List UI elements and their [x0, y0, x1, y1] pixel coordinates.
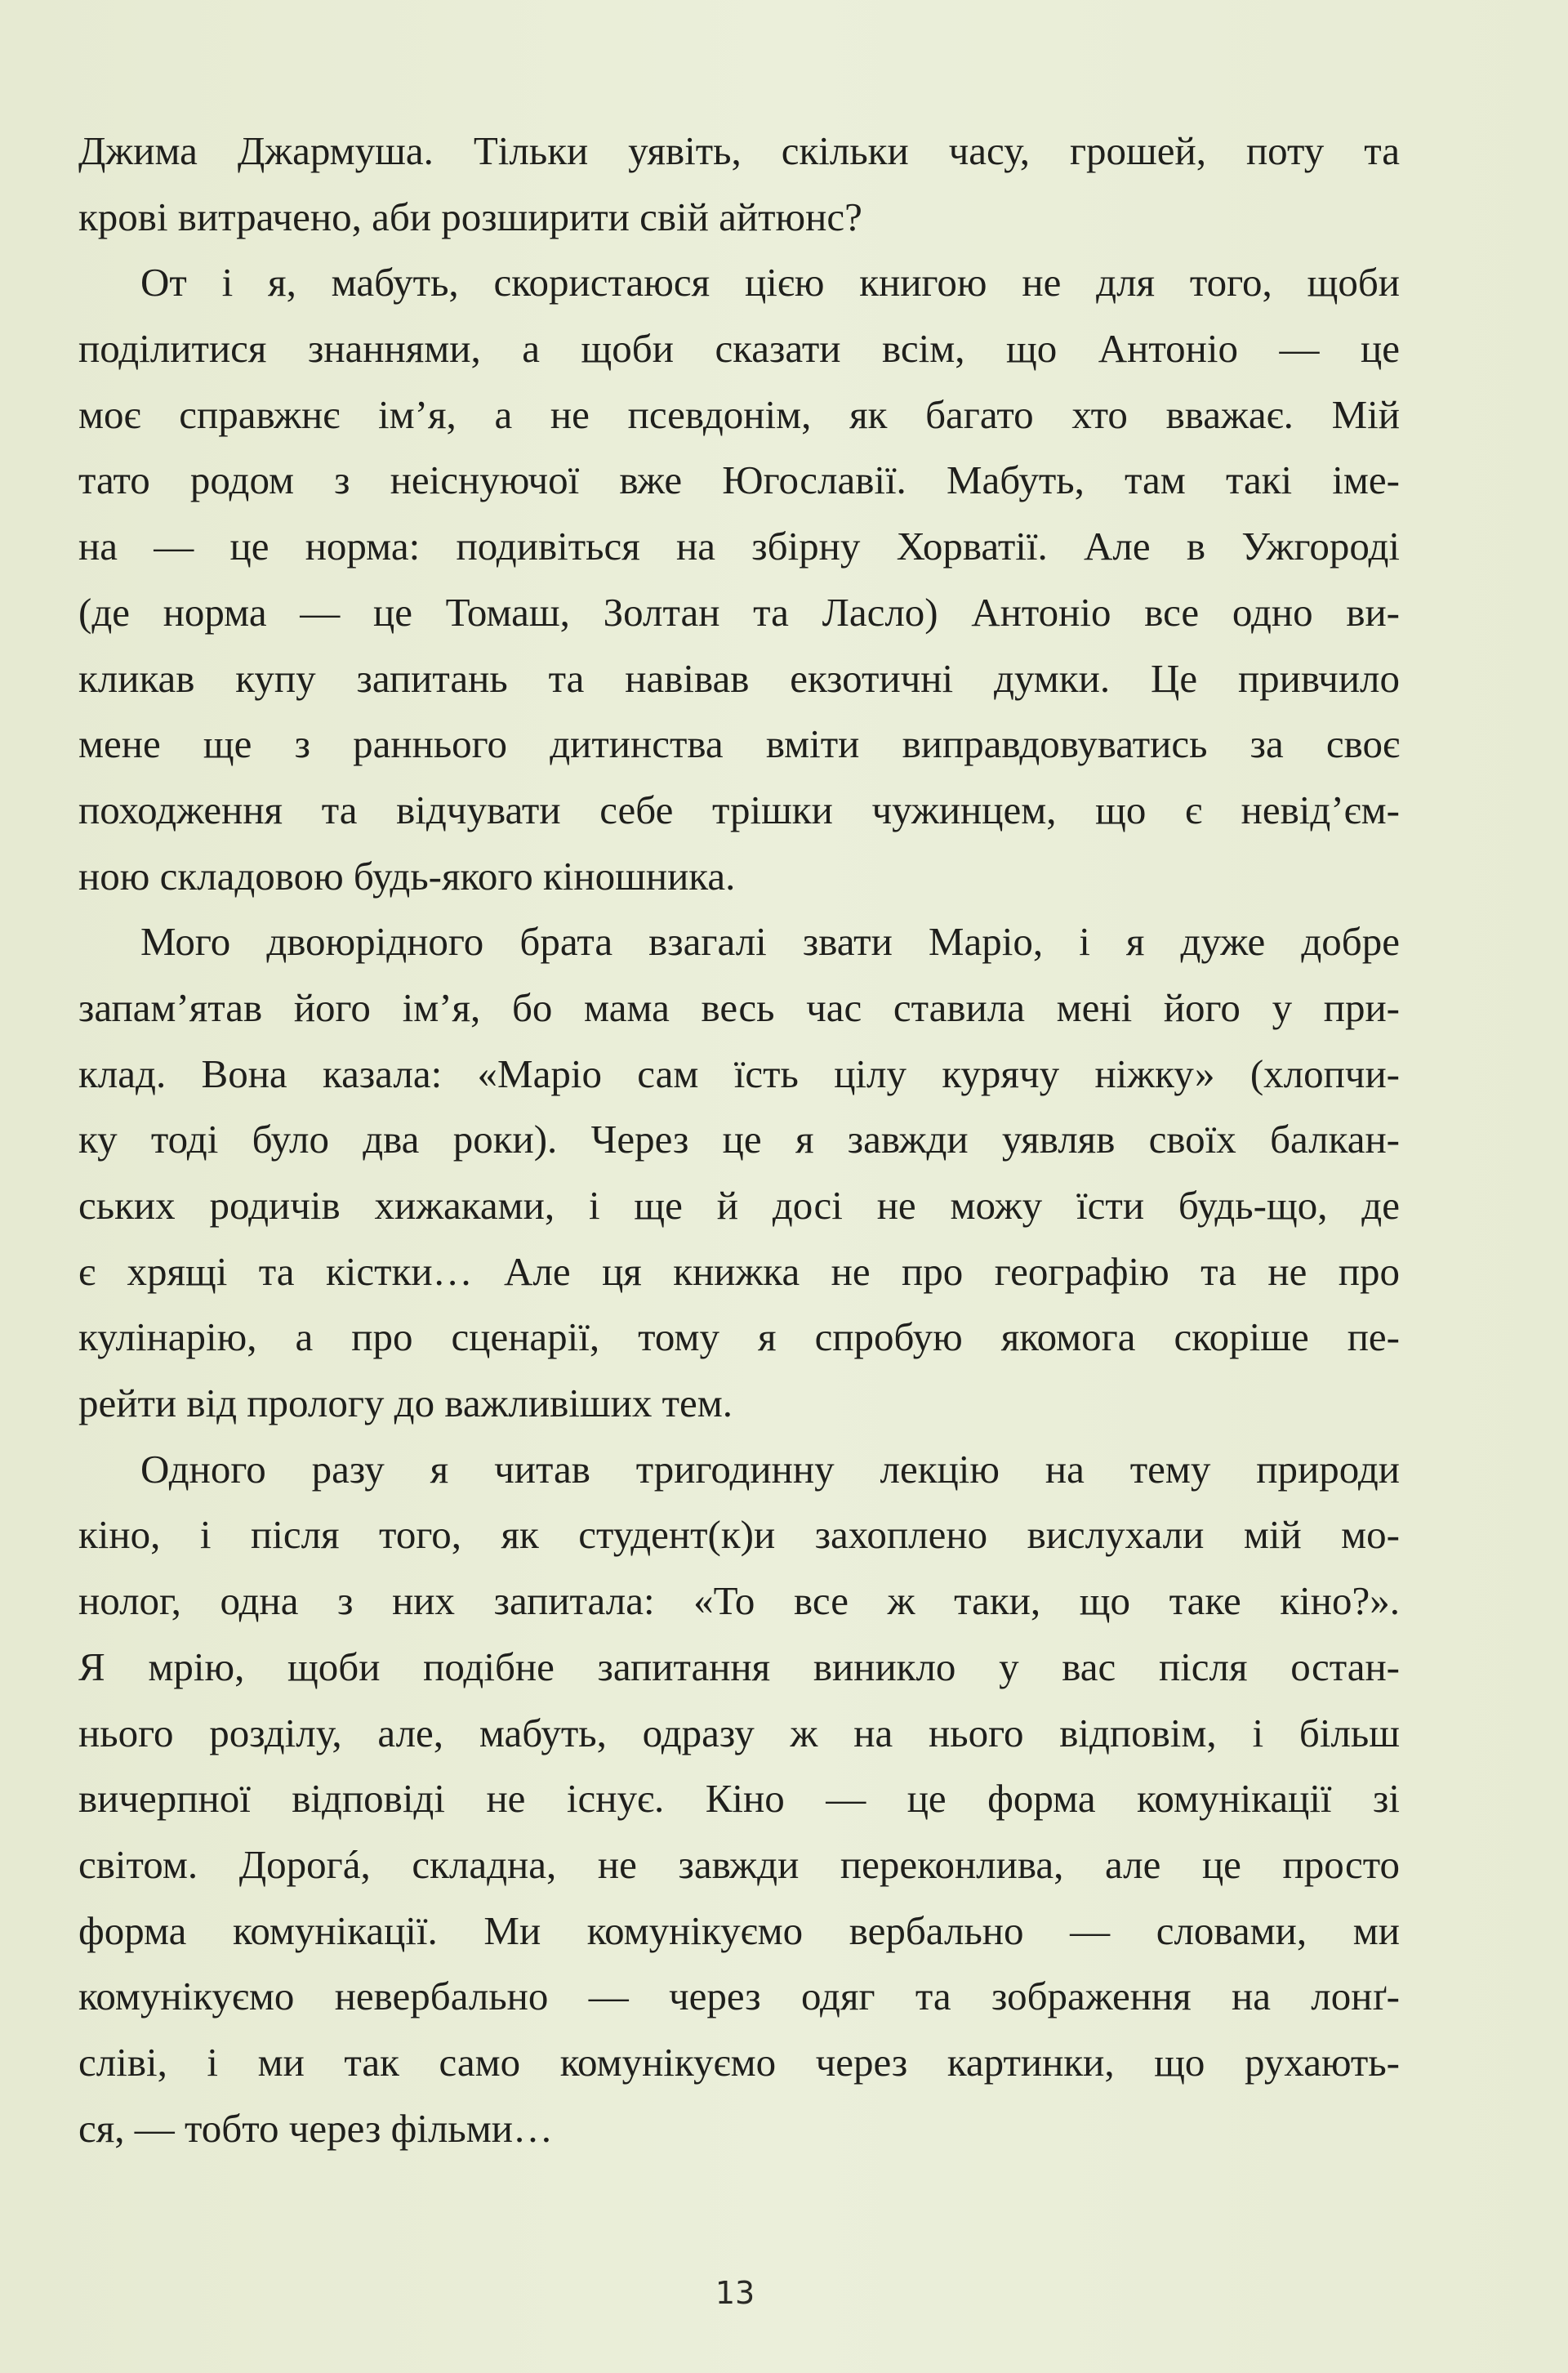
text-line: тато родом з неіснуючої вже Югославії. Мабуть, там такі іме-	[78, 457, 1400, 503]
text-line: запам’ятав його ім’я, бо мама весь час ставила мені його у при-	[78, 984, 1400, 1030]
text-line: поділитися знаннями, а щоби сказати всім, що Антоніо — це	[78, 326, 1400, 372]
text-line: Мого двоюрідного брата взагалі звати Маріо, і я дуже добре	[140, 919, 1400, 965]
text-line: моє справжнє ім’я, а не псевдонім, як багато хто вважає. Мій	[78, 391, 1400, 437]
text-line: нього розділу, але, мабуть, одразу ж на нього відповім, і більш	[78, 1710, 1400, 1755]
paragraph	[78, 1437, 1400, 2162]
page-number: 13	[715, 2275, 755, 2311]
paragraph	[78, 118, 1400, 250]
text-line: крові витрачено, аби розширити свій айтюнс?	[78, 194, 862, 239]
text-line: От і я, мабуть, скористаюся цією книгою не для того, щоби	[140, 260, 1400, 306]
text-line: Я мрію, щоби подібне запитання виникло у вас після остан-	[78, 1644, 1400, 1689]
text-line: кликав купу запитань та навівав екзотичні думки. Це привчило	[78, 655, 1400, 701]
text-line: комунікуємо невербально — через одяг та зображення на лонґ-	[78, 1974, 1400, 2019]
body-text	[78, 118, 1400, 2161]
text-line: рейти від прологу до важливіших тем.	[78, 1381, 733, 1426]
text-line: на — це норма: подивіться на збірну Хорватії. Але в Ужгороді	[78, 524, 1400, 569]
text-line: кулінарію, а про сценарії, тому я спробую якомога скоріше пе-	[78, 1314, 1400, 1360]
text-line: форма комунікації. Ми комунікуємо вербально — словами, ми	[78, 1907, 1400, 1953]
text-line: Одного разу я читав тригодинну лекцію на тему природи	[140, 1446, 1400, 1492]
text-line: кіно, і після того, як студент(к)и захоплено вислухали мій мо-	[78, 1512, 1400, 1558]
text-line: ся, — тобто через фільми…	[78, 2105, 553, 2151]
text-line: ку тоді було два роки). Через це я завжди уявляв своїх балкан-	[78, 1117, 1400, 1162]
text-line: походження та відчувати себе трішки чужинцем, що є невід’єм-	[78, 787, 1400, 832]
text-line: є хрящі та кістки… Але ця книжка не про географію та не про	[78, 1248, 1400, 1294]
text-line: ських родичів хижаками, і ще й досі не можу їсти будь-що, де	[78, 1183, 1400, 1228]
text-line: Джима Джармуша. Тільки уявіть, скільки часу, грошей, поту та	[78, 128, 1400, 173]
paragraph	[78, 909, 1400, 1437]
text-line: мене ще з раннього дитинства вміти виправдовуватись за своє	[78, 721, 1400, 767]
text-line: (де норма — це Томаш, Золтан та Ласло) Антоніо все одно ви-	[78, 589, 1400, 635]
text-line: вичерпної відповіді не існує. Кіно — це форма комунікації зі	[78, 1776, 1400, 1822]
text-line: нолог, одна з них запитала: «То все ж таки, що таке кіно?».	[78, 1578, 1400, 1624]
text-line: ною складовою будь-якого кіношника.	[78, 853, 736, 899]
text-line: сліві, і ми так само комунікуємо через картинки, що рухають-	[78, 2039, 1400, 2085]
text-line: світом. Дорогá, складна, не завжди переконлива, але це просто	[78, 1841, 1400, 1887]
text-line: клад. Вона казала: «Маріо сам їсть цілу курячу ніжку» (хлопчи-	[78, 1050, 1400, 1096]
paragraph	[78, 250, 1400, 909]
